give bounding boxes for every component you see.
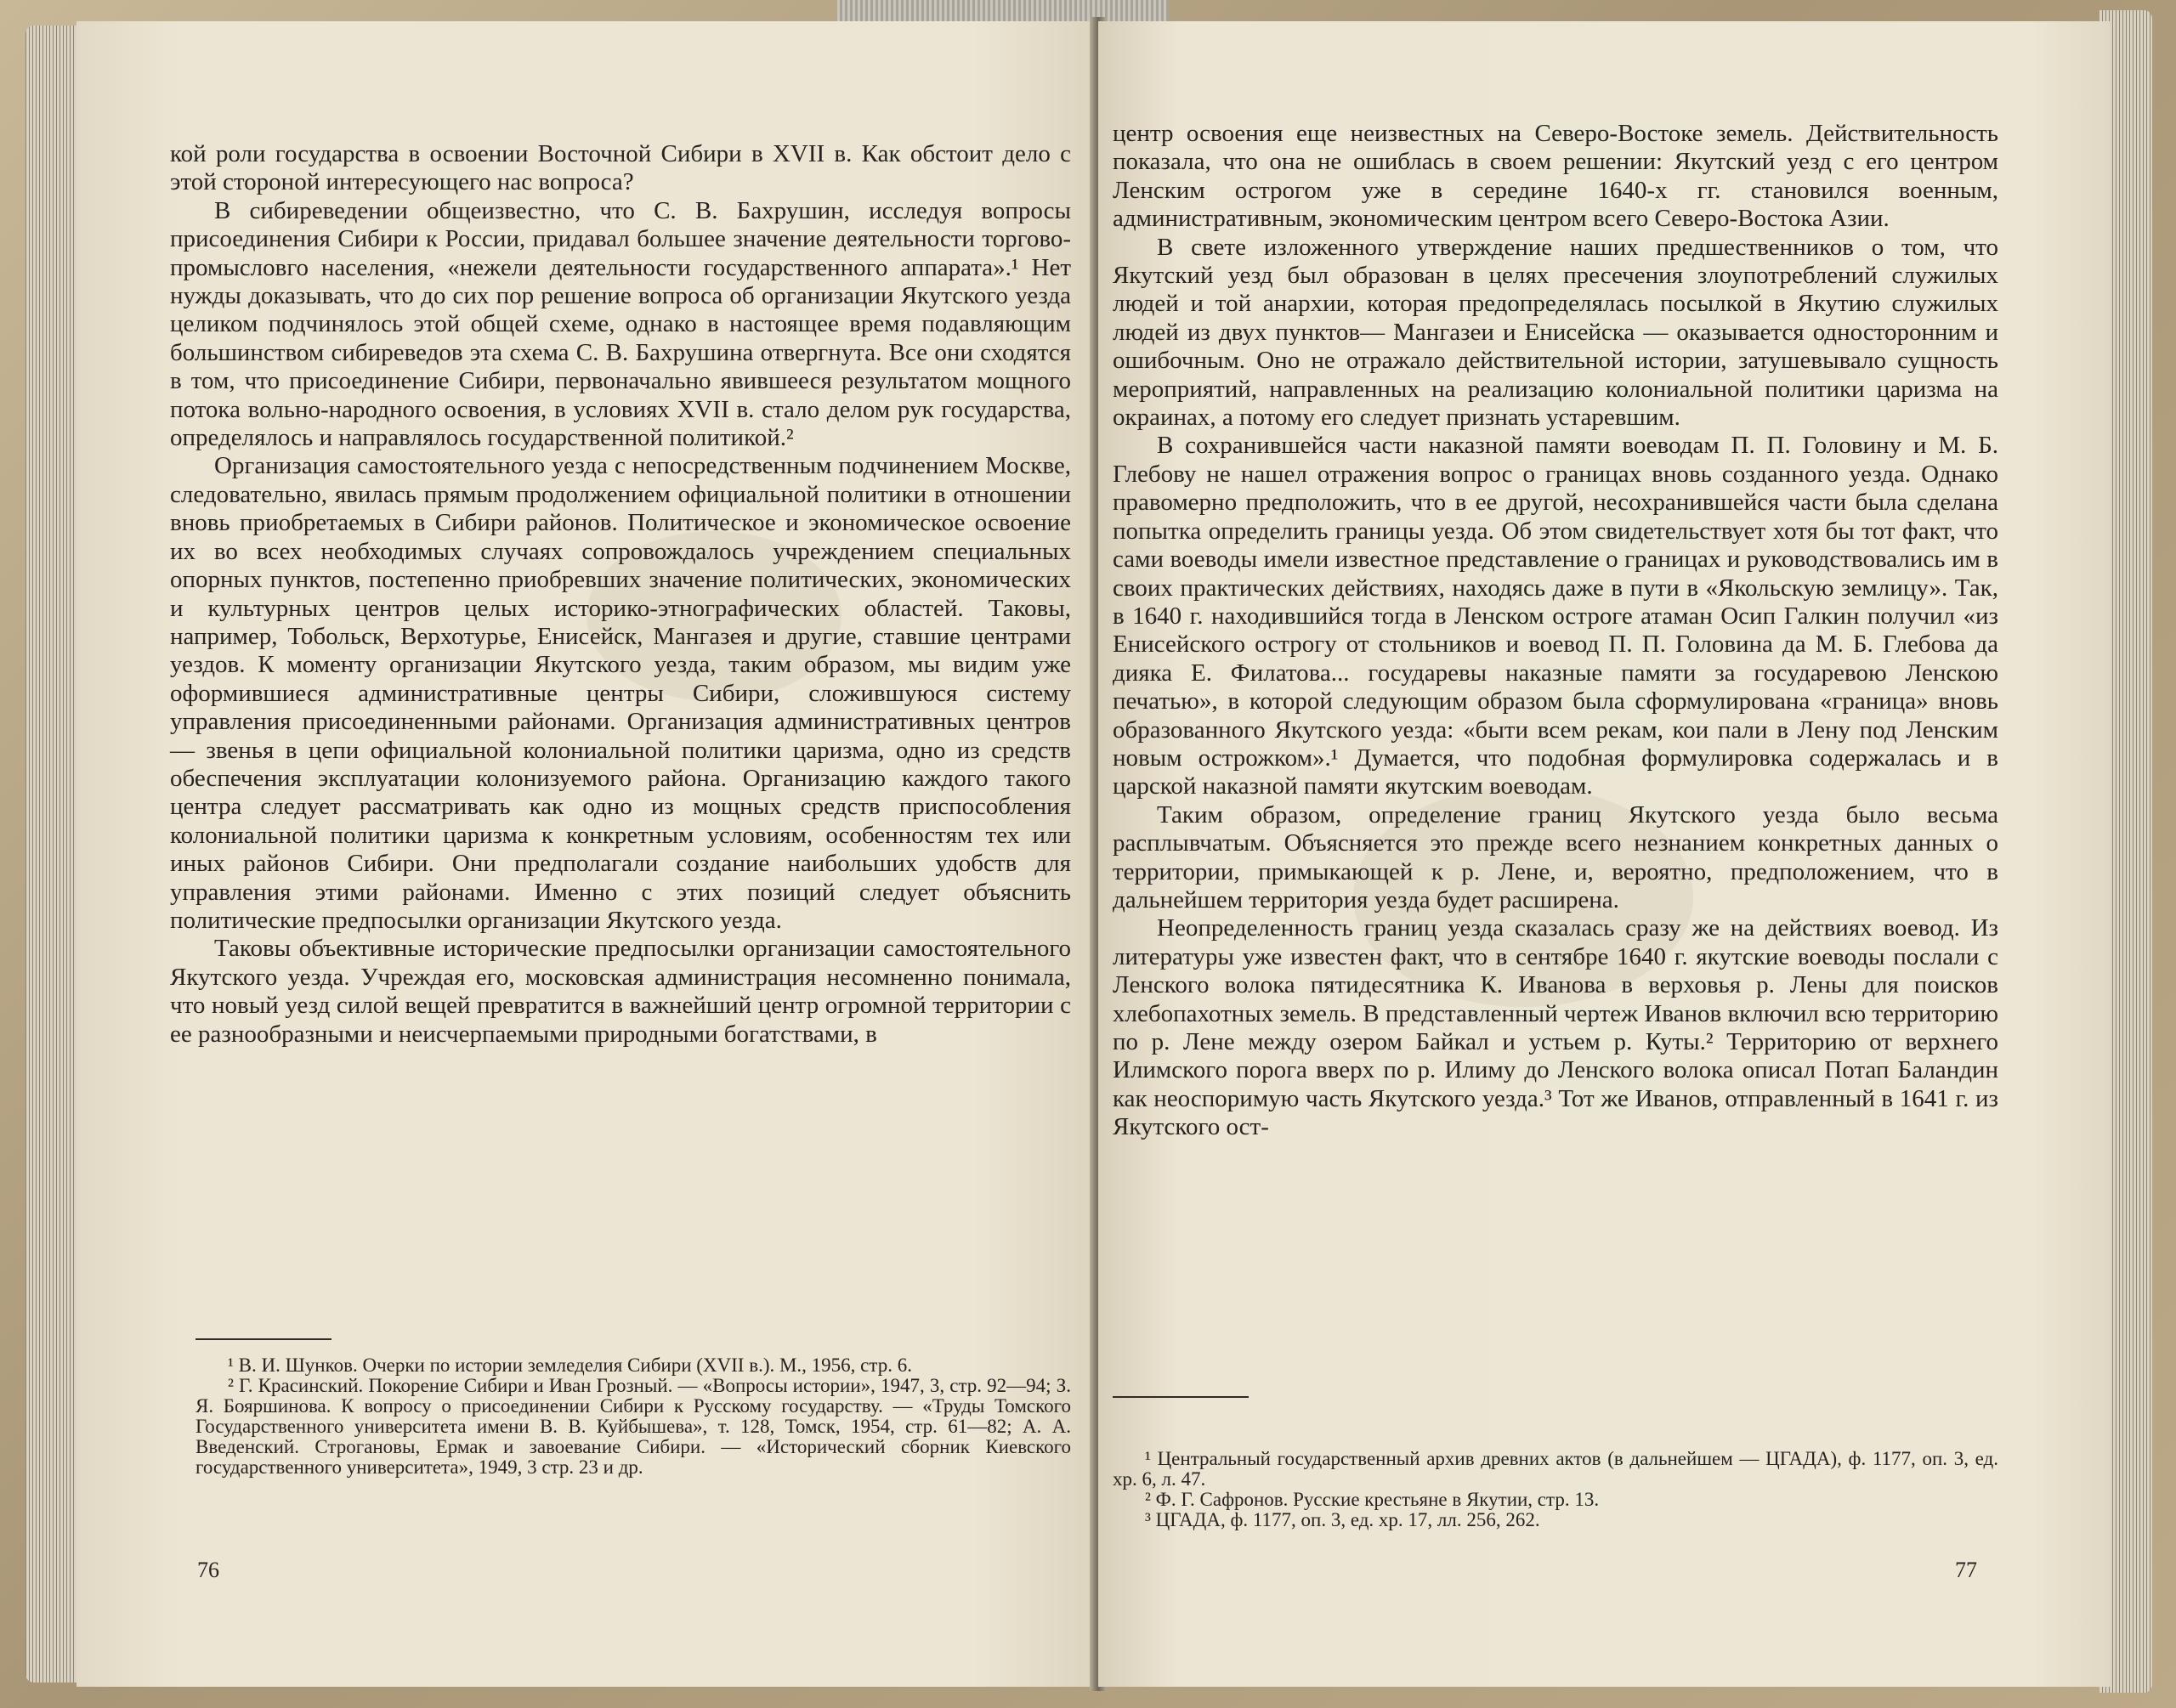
paragraph: Неопределенность границ уезда сказалась сразу же на действиях воевод. Из литературы уже известен факт, что в сентябре 1640 г. якутские воеводы послали с Ленского волока пятидесятника К. Иванова в верховья р. Лены для поисков хлебопахотных земель. В представленный чертеж Иванов включил всю территорию по р. Лене между озером Байкал и устьем р. Куты.² Территорию от верхнего Илимского порога вверх по р. Илиму до Ленского волока описал Потап Баландин как неоспоримую часть Якутского уезда.³ Тот же Иванов, отправленный в 1641 г. из Якутского ост- [1113,914,1998,1141]
left-page [76,21,1096,1687]
left-page-body [170,140,1071,1049]
paragraph: В свете изложенного утверждение наших предшественников о том, что Якутский уезд был образован в целях пресечения злоупотреблений служилых людей и той анархии, которая предопределялась посылкой в Якутию служилых людей из двух пунктов— Мангазеи и Енисейска — оказывается односторонним и ошибочным. Оно не отражало действительной истории, затушевывало сущность мероприятий, направленных на реализацию колониальной политики царизма на окраинах, а потому его следует признать устаревшим. [1113,233,1998,432]
page-number: 76 [197,1558,219,1582]
footnote: ¹ Центральный государственный архив древних актов (в дальнейшем — ЦГАДА), ф. 1177, оп. 3, ед. хр. 6, л. 47. [1113,1448,1998,1490]
page-number: 77 [1955,1558,1977,1582]
footnote: ¹ В. И. Шунков. Очерки по истории земледелия Сибири (XVII в.). М., 1956, стр. 6. [228,1355,912,1376]
paragraph: Организация самостоятельного уезда с непосредственным подчинением Москве, следовательно, явилась прямым продолжением официальной политики в отношении вновь приобретаемых в Сибири районов. Политическое и экономическое освоение их во всех необходимых случаях сопровождалось учреждением специальных опорных пунктов, постепенно приобревших значение политических, экономических и культурных центров целых историко-этнографических областей. Таковы, например, Тобольск, Верхотурье, Енисейск, Мангазея и другие, ставшие центрами уездов. К моменту организации Якутского уезда, таким образом, мы видим уже оформившиеся административные центры Сибири, сложившуюся систему управления присоединенными районами. Организация административных центров — звенья в цепи официальной колониальной политики царизма, одно из средств обеспечения эксплуатации колонизуемого района. Организацию каждого такого центра следует рассматривать как одно из мощных средств приспособления колониальной политики царизма к конкретным условиям, особенностям тех или иных районов Сибири. Они предполагали создание наибольших удобств для управления этими районами. Именно с этих позиций следует объяснить политические предпосылки организации Якутского уезда. [170,452,1071,934]
paragraph: В сохранившейся части наказной памяти воеводам П. П. Головину и М. Б. Глебову не нашел отражения вопрос о границах вновь созданного уезда. Однако правомерно предположить, что в ее другой, несохранившейся части была сделана попытка определить границы уезда. Об этом свидетельствует хотя бы тот факт, что сами воеводы имели известное представление о границах и руководствовались им в своих практических действиях, находясь даже в пути в «Якольскую землицу». Так, в 1640 г. находившийся тогда в Ленском остроге атаман Осип Галкин получил «из Енисейского острогу от стольников и воевод П. П. Головина да М. Б. Глебова да дияка Е. Филатова... государевы наказные памяти за государевою Ленскою печатью», в которой следующим образом была сформулирована «граница» вновь образованного Якутского уезда: «быти всем рекам, кои пали в Лену под Ленским новым острожком».¹ Думается, что подобная формулировка содержалась и в царской наказной памяти якутским воеводам. [1113,432,1998,800]
right-page-footnotes [1113,1449,1998,1530]
paragraph: Таким образом, определение границ Якутского уезда было весьма расплывчатым. Объясняется это прежде всего незнанием конкретных данных о территории, примыкающей к р. Лене, и, вероятно, предположением, что в дальнейшем территория уезда будет расширена. [1113,800,1998,913]
footnote: ² Г. Красинский. Покорение Сибири и Иван Грозный. — «Вопросы истории», 1947, 3, стр. 92—94; З. Я. Бояршинова. К вопросу о присоединении Сибири к Русскому государству. — «Труды Томского Государственного университета имени В. В. Куйбышева», т. 128, Томск, 1954, стр. 61—82; А. А. Введенский. Строгановы, Ермак и завоевание Сибири. — «Исторический сборник Киевского государственного университета», 1949, 3 стр. 23 и др. [196,1375,1071,1478]
footnote-separator [1113,1396,1249,1398]
footnote-separator [196,1338,332,1340]
paragraph: центр освоения еще неизвестных на Северо-Востоке земель. Действительность показала, что она не ошиблась в своем решении: Якутский уезд с его центром Ленским острогом уже в середине 1640-х гг. становился военным, административным, экономическим центром всего Северо-Востока Азии. [1113,120,1998,233]
right-page-body [1113,120,1998,1142]
left-page-footnotes [196,1355,1071,1478]
paragraph: кой роли государства в освоении Восточной Сибири в XVII в. Как обстоит дело с этой стороной интересующего нас вопроса? [170,140,1071,196]
paragraph: Таковы объективные исторические предпосылки организации самостоятельного Якутского уезда. Учреждая его, московская администрация несомненно понимала, что новый уезд силой вещей превратится в важнейший центр огромной территории с ее разнообразными и неисчерпаемыми природными богатствами, в [170,935,1071,1048]
paragraph: В сибиреведении общеизвестно, что С. В. Бахрушин, исследуя вопросы присоединения Сибири к России, придавал большее значение деятельности торгово-промысловго населения, «нежели деятельности государственного аппарата».¹ Нет нужды доказывать, что до сих пор решение вопроса об организации Якутского уезда целиком подчинялось этой общей схеме, однако в настоящее время подавляющим большинством сибиреведов эта схема С. В. Бахрушина отвергнута. Все они сходятся в том, что присоединение Сибири, первоначально явившееся результатом мощного потока вольно-народного освоения, в условиях XVII в. стало делом рук государства, определялось и направлялось государственной политикой.² [170,196,1071,452]
footnote: ³ ЦГАДА, ф. 1177, оп. 3, ед. хр. 17, лл. 256, 262. [1145,1509,1540,1530]
footnote: ² Ф. Г. Сафронов. Русские крестьяне в Якутии, стр. 13. [1145,1489,1600,1510]
right-page [1098,21,2110,1687]
